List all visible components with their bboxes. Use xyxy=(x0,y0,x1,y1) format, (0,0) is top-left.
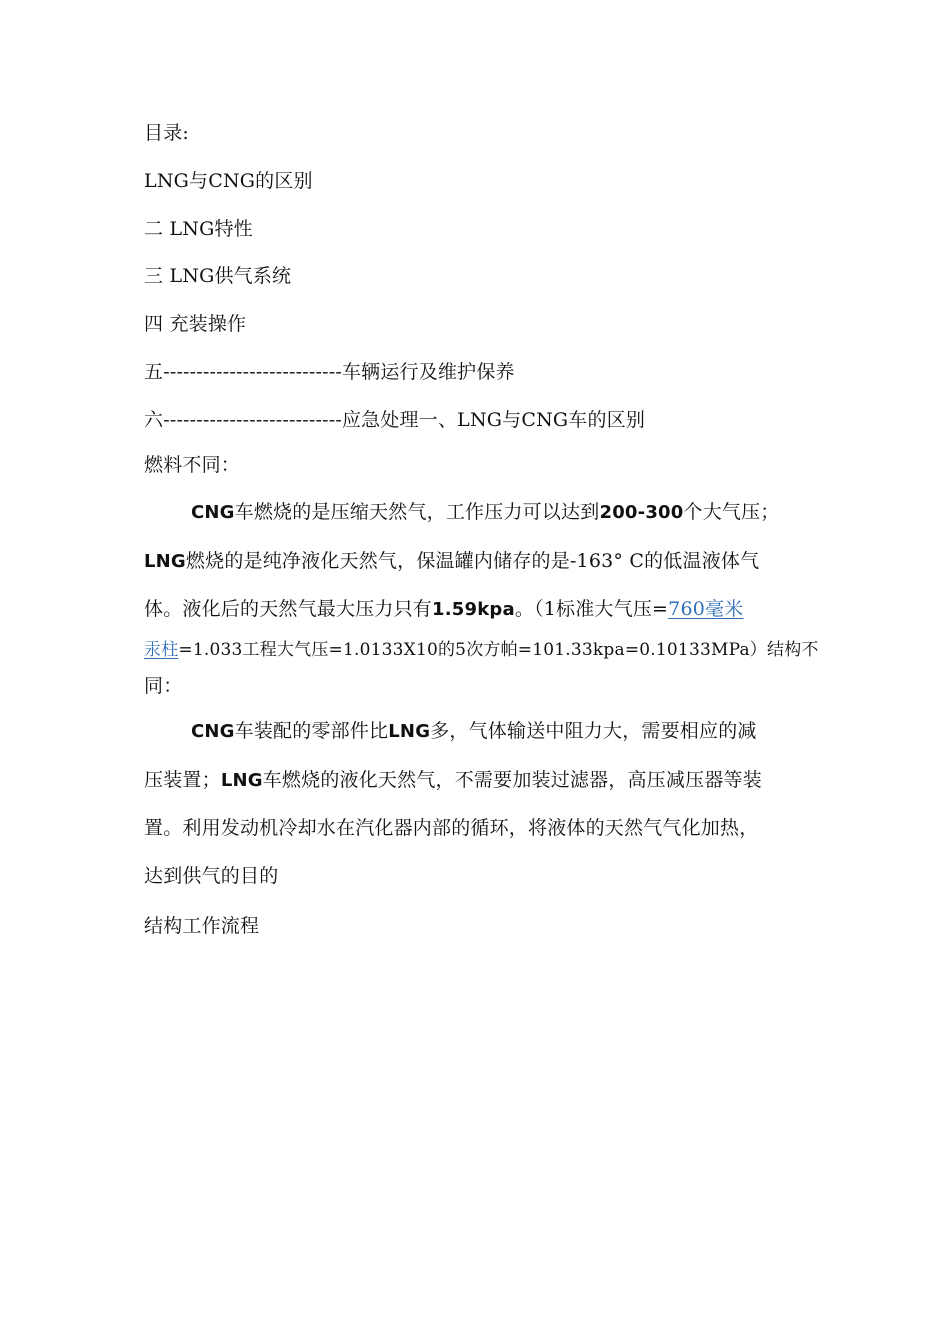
text-run: 车燃烧的是压缩天然气，工作压力可以达到 xyxy=(234,501,600,523)
text-run: LNG xyxy=(220,770,263,791)
text-run: -163° C xyxy=(569,550,645,572)
text-run: 200-300 xyxy=(599,502,684,523)
struct-paragraph-line-1 xyxy=(191,719,757,744)
toc-item-2: 二 LNG特性 xyxy=(144,218,253,240)
fuel-paragraph-line-3 xyxy=(144,597,743,622)
link-mercury-column[interactable]: 汞柱 xyxy=(144,640,179,660)
fuel-paragraph-line-4 xyxy=(144,638,819,662)
fuel-paragraph-line-1 xyxy=(191,500,780,525)
text-run: =1.033工程大气压=1.0133X10的5次方帕=101.33kpa=0.10133MPa）结构不 xyxy=(178,640,819,660)
link-760mm[interactable]: 760毫米 xyxy=(668,598,744,620)
text-run: 体。液化后的天然气最大压力只有 xyxy=(144,598,433,620)
text-run: CNG xyxy=(191,721,235,742)
text-run: 车燃烧的液化天然气，不需要加装过滤器，高压减压器等装 xyxy=(262,769,762,791)
text-run: 。（1标准大气压= xyxy=(514,598,669,620)
text-run: 燃烧的是纯净液化天然气，保温罐内储存的是 xyxy=(185,550,570,572)
text-run: 个大气压； xyxy=(683,501,780,523)
text-run: CNG xyxy=(191,502,235,523)
fuel-paragraph-line-5: 同： xyxy=(144,675,183,697)
toc-item-6: 六---------------------------应急处理一、LNG与CNG车的区别 xyxy=(144,409,646,431)
flow-heading: 结构工作流程 xyxy=(144,915,260,937)
toc-item-3: 三 LNG供气系统 xyxy=(144,265,292,287)
struct-paragraph-line-2 xyxy=(144,768,762,793)
toc-title: 目录: xyxy=(144,122,190,144)
text-run: LNG xyxy=(144,551,186,572)
text-run: 压装置； xyxy=(144,769,221,791)
text-run: 的低温液体气 xyxy=(644,550,760,572)
struct-paragraph-line-4: 达到供气的目的 xyxy=(144,865,279,887)
toc-item-5: 五---------------------------车辆运行及维护保养 xyxy=(144,361,515,383)
toc-item-1: LNG与CNG的区别 xyxy=(144,170,313,192)
text-run: 1.59kpa xyxy=(432,599,515,620)
toc-item-4: 四 充装操作 xyxy=(144,313,247,335)
text-run: 车装配的零部件比 xyxy=(234,720,389,742)
fuel-heading: 燃料不同： xyxy=(144,454,241,476)
text-run: LNG xyxy=(388,721,431,742)
text-run: 多，气体输送中阻力大，需要相应的减 xyxy=(430,720,757,742)
struct-paragraph-line-3: 置。利用发动机冷却水在汽化器内部的循环，将液体的天然气气化加热， xyxy=(144,817,759,839)
fuel-paragraph-line-2 xyxy=(144,549,759,574)
